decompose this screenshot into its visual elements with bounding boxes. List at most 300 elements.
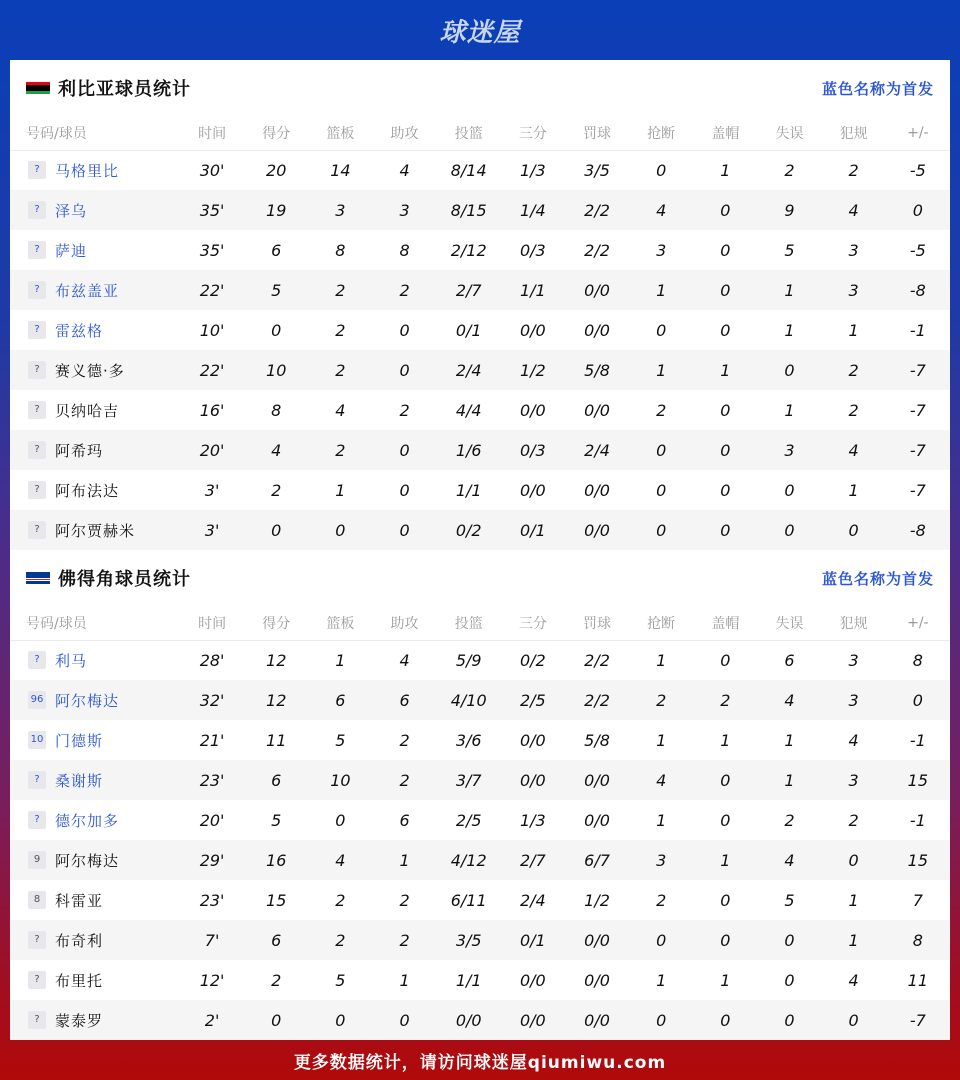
stat-stl: 0 — [656, 480, 667, 500]
column-header: 得分 — [244, 116, 308, 150]
stat-ast: 2 — [399, 890, 410, 910]
stat-min: 28' — [199, 650, 225, 670]
stat-ast: 2 — [399, 400, 410, 420]
stat-stl: 1 — [656, 970, 667, 990]
stat-blk: 0 — [720, 400, 731, 420]
stat-ft: 2/2 — [584, 650, 610, 670]
column-header: +/- — [886, 116, 950, 150]
jersey-number-icon: ? — [28, 441, 46, 459]
stat-pts: 19 — [244, 190, 308, 230]
stat-min: 32' — [180, 680, 244, 720]
column-header: 盖帽 — [693, 116, 757, 150]
stat-stl: 0 — [629, 1000, 693, 1040]
stat-fg: 5/9 — [455, 650, 482, 670]
table-row[interactable] — [10, 430, 950, 470]
stat-min: 7' — [180, 920, 244, 960]
stat-reb: 8 — [335, 240, 346, 260]
player-cell[interactable] — [10, 230, 180, 270]
stat-min: 23' — [180, 760, 244, 800]
player-name[interactable]: 泽乌 — [55, 201, 88, 220]
stat-fg: 2/4 — [437, 350, 501, 390]
table-row[interactable] — [10, 720, 950, 760]
stat-tp: 1/3 — [519, 160, 546, 180]
player-cell[interactable] — [10, 310, 180, 350]
stat-blk: 1 — [693, 350, 757, 390]
stat-ast: 0 — [372, 510, 436, 550]
stat-reb: 2 — [335, 320, 346, 340]
player-cell[interactable] — [10, 430, 180, 470]
stat-tov: 3 — [757, 430, 821, 470]
stat-pm: -1 — [909, 810, 926, 830]
stat-tov: 4 — [757, 840, 821, 880]
stat-ft: 0/0 — [565, 270, 629, 310]
stat-tov: 0 — [784, 480, 795, 500]
stat-tp: 0/0 — [519, 400, 546, 420]
stat-pf: 2 — [848, 160, 859, 180]
player-cell[interactable] — [10, 350, 180, 390]
stat-pm: 0 — [886, 190, 950, 230]
stat-reb: 5 — [335, 730, 346, 750]
table-row[interactable] — [10, 270, 950, 310]
stat-pf: 1 — [848, 890, 859, 910]
section-header — [10, 60, 950, 116]
stat-tov: 0 — [784, 970, 795, 990]
player-name[interactable]: 阿尔梅达 — [55, 851, 120, 870]
table-row[interactable] — [10, 800, 950, 840]
stat-fg: 0/1 — [455, 320, 482, 340]
column-header: 罚球 — [565, 606, 629, 640]
player-name[interactable]: 布奇利 — [55, 931, 104, 950]
stat-fg: 3/7 — [437, 760, 501, 800]
player-name[interactable]: 布里托 — [55, 971, 104, 990]
stat-ast: 3 — [372, 190, 436, 230]
stat-tp: 2/5 — [501, 680, 565, 720]
jersey-number-icon: 10 — [28, 731, 46, 749]
table-row[interactable] — [10, 920, 950, 960]
player-cell[interactable] — [10, 960, 180, 1000]
stat-pts: 11 — [266, 730, 287, 750]
player-cell[interactable] — [10, 760, 180, 800]
stat-tov: 0 — [757, 920, 821, 960]
table-row[interactable] — [10, 510, 950, 550]
player-name[interactable]: 阿希玛 — [55, 441, 104, 460]
column-header: 失误 — [757, 116, 821, 150]
stat-blk: 0 — [720, 890, 731, 910]
footer-banner[interactable] — [0, 1040, 960, 1080]
stat-min: 30' — [199, 160, 225, 180]
column-header: 失误 — [757, 606, 821, 640]
stat-fg: 2/5 — [455, 810, 482, 830]
player-name[interactable]: 贝纳哈吉 — [55, 401, 120, 420]
stat-pts: 0 — [271, 320, 282, 340]
stat-pts: 6 — [244, 920, 308, 960]
stat-min: 12' — [199, 970, 225, 990]
stat-tp: 0/0 — [501, 760, 565, 800]
stat-ft: 0/0 — [584, 320, 610, 340]
stat-stl: 3 — [656, 240, 667, 260]
stat-ast: 0 — [399, 480, 410, 500]
stat-stl: 0 — [629, 920, 693, 960]
stat-min: 10' — [199, 320, 225, 340]
stat-tp: 0/3 — [519, 240, 546, 260]
stat-tp: 0/0 — [519, 970, 546, 990]
stat-blk: 0 — [720, 480, 731, 500]
column-header: 时间 — [180, 606, 244, 640]
stat-reb: 0 — [335, 810, 346, 830]
player-name[interactable]: 阿尔梅达 — [55, 691, 120, 710]
stat-pm: -5 — [909, 160, 926, 180]
stat-ft: 5/8 — [565, 350, 629, 390]
stat-fg: 2/7 — [437, 270, 501, 310]
column-header: 篮板 — [308, 606, 372, 640]
stat-ft: 2/4 — [565, 430, 629, 470]
stat-pm: -7 — [886, 430, 950, 470]
stat-pm: -7 — [909, 480, 926, 500]
stat-pf: 1 — [848, 480, 859, 500]
table-row[interactable] — [10, 310, 950, 350]
stat-reb: 3 — [308, 190, 372, 230]
table-row[interactable] — [10, 960, 950, 1000]
jersey-number-icon: ? — [28, 481, 46, 499]
stat-blk: 0 — [693, 760, 757, 800]
player-name[interactable]: 科雷亚 — [55, 891, 104, 910]
stat-min: 20' — [199, 810, 225, 830]
table-row[interactable] — [10, 350, 950, 390]
table-row[interactable] — [10, 680, 950, 720]
stat-pf: 0 — [822, 1000, 886, 1040]
table-row[interactable] — [10, 640, 950, 680]
table-row[interactable] — [10, 150, 950, 190]
player-cell[interactable] — [10, 470, 180, 510]
stat-pm: -8 — [886, 510, 950, 550]
stat-pts: 4 — [244, 430, 308, 470]
player-cell[interactable] — [10, 510, 180, 550]
stat-ft: 2/2 — [565, 190, 629, 230]
table-row[interactable] — [10, 190, 950, 230]
stat-pts: 15 — [266, 890, 287, 910]
player-cell[interactable] — [10, 390, 180, 430]
stat-tov: 0 — [757, 350, 821, 390]
player-name[interactable]: 马格里比 — [55, 161, 120, 180]
player-name[interactable]: 萨迪 — [55, 241, 88, 260]
player-name[interactable]: 桑谢斯 — [55, 771, 104, 790]
stat-tov: 1 — [784, 320, 795, 340]
player-cell[interactable] — [10, 1000, 180, 1040]
jersey-number-icon: ? — [28, 201, 46, 219]
player-name[interactable]: 阿尔贾赫米 — [55, 521, 136, 540]
stat-pts: 2 — [271, 480, 282, 500]
stat-blk: 1 — [693, 840, 757, 880]
stat-tp: 0/0 — [519, 320, 546, 340]
stat-fg: 8/15 — [437, 190, 501, 230]
player-cell[interactable] — [10, 920, 180, 960]
footer-text: 更多数据统计，请访问球迷屋qiumiwu.com — [293, 1052, 667, 1073]
stat-pts: 10 — [244, 350, 308, 390]
stat-ast: 2 — [399, 730, 410, 750]
stat-stl: 3 — [629, 840, 693, 880]
jersey-number-icon: 9 — [28, 851, 46, 869]
stat-tov: 4 — [757, 680, 821, 720]
stat-stl: 1 — [629, 350, 693, 390]
player-cell[interactable] — [10, 150, 180, 190]
stat-min: 21' — [199, 730, 225, 750]
stat-stl: 2 — [629, 680, 693, 720]
column-header: 时间 — [180, 116, 244, 150]
column-header: 三分 — [501, 606, 565, 640]
stat-fg: 4/10 — [437, 680, 501, 720]
stat-reb: 6 — [308, 680, 372, 720]
column-header: 投篮 — [437, 116, 501, 150]
player-cell[interactable] — [10, 270, 180, 310]
libya-stats-card — [10, 60, 950, 550]
section-title: 利比亚球员统计 — [58, 79, 191, 100]
player-cell[interactable] — [10, 680, 180, 720]
stat-pts: 16 — [244, 840, 308, 880]
stat-pts: 5 — [244, 270, 308, 310]
stat-pf: 1 — [822, 920, 886, 960]
table-row[interactable] — [10, 1000, 950, 1040]
stat-ft: 3/5 — [584, 160, 610, 180]
stat-tp: 0/0 — [519, 480, 546, 500]
jersey-number-icon: ? — [28, 401, 46, 419]
stat-fg: 4/4 — [455, 400, 482, 420]
player-name[interactable]: 雷兹格 — [55, 321, 104, 340]
stat-blk: 0 — [693, 920, 757, 960]
stat-reb: 2 — [308, 350, 372, 390]
player-cell[interactable] — [10, 720, 180, 760]
stat-tov: 1 — [757, 270, 821, 310]
table-header-row — [10, 116, 950, 150]
player-cell[interactable] — [10, 800, 180, 840]
stat-blk: 0 — [693, 1000, 757, 1040]
stat-ft: 0/0 — [565, 1000, 629, 1040]
stat-ft: 6/7 — [565, 840, 629, 880]
stat-blk: 0 — [720, 810, 731, 830]
table-row[interactable] — [10, 760, 950, 800]
stat-tp: 1/4 — [501, 190, 565, 230]
stat-reb: 0 — [308, 1000, 372, 1040]
stat-reb: 2 — [335, 890, 346, 910]
stat-pf: 0 — [822, 840, 886, 880]
column-header: 三分 — [501, 116, 565, 150]
stat-fg: 0/2 — [437, 510, 501, 550]
stat-tp: 1/2 — [501, 350, 565, 390]
stat-pf: 2 — [848, 810, 859, 830]
stat-stl: 4 — [629, 760, 693, 800]
table-row[interactable] — [10, 840, 950, 880]
stat-pm: -8 — [886, 270, 950, 310]
table-body — [10, 150, 950, 550]
stat-ast: 8 — [399, 240, 410, 260]
stat-tov: 0 — [757, 510, 821, 550]
jersey-number-icon: ? — [28, 771, 46, 789]
stats-table — [10, 116, 950, 550]
table-row[interactable] — [10, 880, 950, 920]
stat-reb: 5 — [335, 970, 346, 990]
stats-table — [10, 606, 950, 1040]
stat-pts: 6 — [244, 760, 308, 800]
stat-blk: 1 — [720, 970, 731, 990]
stat-ast: 1 — [372, 840, 436, 880]
stat-tp: 2/4 — [519, 890, 546, 910]
stat-ast: 4 — [399, 160, 410, 180]
stat-fg: 0/0 — [437, 1000, 501, 1040]
stat-stl: 1 — [656, 730, 667, 750]
column-header: 犯规 — [822, 606, 886, 640]
stat-tp: 0/3 — [501, 430, 565, 470]
stat-reb: 4 — [308, 840, 372, 880]
jersey-number-icon: ? — [28, 281, 46, 299]
jersey-number-icon: ? — [28, 161, 46, 179]
stat-ast: 6 — [399, 810, 410, 830]
column-header: 犯规 — [822, 116, 886, 150]
stat-reb: 1 — [335, 480, 346, 500]
stat-min: 29' — [180, 840, 244, 880]
jersey-number-icon: ? — [28, 811, 46, 829]
table-header-row — [10, 606, 950, 640]
stat-tov: 2 — [784, 160, 795, 180]
libya-flag-icon — [26, 82, 50, 94]
stat-min: 3' — [180, 510, 244, 550]
column-header: 号码/球员 — [10, 116, 180, 150]
column-header: 得分 — [244, 606, 308, 640]
player-cell[interactable] — [10, 880, 180, 920]
table-row[interactable] — [10, 230, 950, 270]
player-cell[interactable] — [10, 190, 180, 230]
stat-pf: 3 — [848, 650, 859, 670]
stat-tov: 2 — [784, 810, 795, 830]
jersey-number-icon: ? — [28, 651, 46, 669]
stat-fg: 3/5 — [437, 920, 501, 960]
stat-stl: 1 — [656, 810, 667, 830]
jersey-number-icon: ? — [28, 931, 46, 949]
stat-pf: 4 — [848, 970, 859, 990]
stat-blk: 2 — [693, 680, 757, 720]
stat-pf: 3 — [822, 270, 886, 310]
stat-ft: 0/0 — [584, 970, 610, 990]
stat-blk: 0 — [720, 320, 731, 340]
cape-verde-stats-card — [10, 550, 950, 1040]
stat-tp: 0/1 — [501, 920, 565, 960]
starter-legend: 蓝色名称为首发 — [821, 79, 934, 98]
stat-tov: 1 — [757, 760, 821, 800]
stat-pm: -1 — [909, 730, 926, 750]
stat-min: 35' — [199, 240, 225, 260]
stat-tov: 0 — [757, 1000, 821, 1040]
stat-ft: 2/2 — [584, 240, 610, 260]
section-header — [10, 550, 950, 606]
stat-pf: 0 — [822, 510, 886, 550]
table-body — [10, 640, 950, 1040]
jersey-number-icon: ? — [28, 521, 46, 539]
column-header: +/- — [886, 606, 950, 640]
stat-pm: 8 — [886, 920, 950, 960]
stat-fg: 6/11 — [450, 890, 487, 910]
stat-pf: 4 — [822, 190, 886, 230]
stat-pf: 4 — [822, 430, 886, 470]
jersey-number-icon: 8 — [28, 891, 46, 909]
stat-blk: 1 — [720, 160, 731, 180]
stat-ast: 2 — [372, 270, 436, 310]
stat-ast: 1 — [399, 970, 410, 990]
player-name[interactable]: 布兹盖亚 — [55, 281, 120, 300]
player-name[interactable]: 阿布法达 — [55, 481, 120, 500]
stat-blk: 0 — [720, 650, 731, 670]
stat-pf: 3 — [822, 760, 886, 800]
stat-ft: 0/0 — [565, 510, 629, 550]
stat-ast: 0 — [372, 430, 436, 470]
stat-blk: 0 — [693, 510, 757, 550]
stat-blk: 0 — [693, 430, 757, 470]
stat-min: 22' — [180, 270, 244, 310]
stat-ast: 2 — [372, 760, 436, 800]
stat-ast: 0 — [372, 350, 436, 390]
stat-ft: 0/0 — [565, 920, 629, 960]
stat-reb: 2 — [308, 430, 372, 470]
column-header: 助攻 — [372, 116, 436, 150]
stat-pm: 8 — [912, 650, 923, 670]
stat-pm: 7 — [912, 890, 923, 910]
stat-pts: 6 — [271, 240, 282, 260]
jersey-number-icon: ? — [28, 361, 46, 379]
starter-legend: 蓝色名称为首发 — [821, 569, 934, 588]
player-cell[interactable] — [10, 640, 180, 680]
stat-pm: 15 — [886, 760, 950, 800]
stat-reb: 2 — [308, 270, 372, 310]
player-name[interactable]: 利马 — [55, 651, 88, 670]
stat-stl: 0 — [629, 510, 693, 550]
stat-reb: 14 — [330, 160, 351, 180]
stat-fg: 8/14 — [450, 160, 487, 180]
player-name[interactable]: 赛义德·多 — [55, 361, 125, 380]
player-name[interactable]: 德尔加多 — [55, 811, 120, 830]
player-name[interactable]: 门德斯 — [55, 731, 104, 750]
cape-verde-flag-icon — [26, 572, 50, 584]
column-header: 罚球 — [565, 116, 629, 150]
stat-reb: 4 — [335, 400, 346, 420]
stat-ft: 0/0 — [584, 400, 610, 420]
column-header: 篮板 — [308, 116, 372, 150]
table-row[interactable] — [10, 390, 950, 430]
stat-pf: 2 — [848, 400, 859, 420]
column-header: 盖帽 — [693, 606, 757, 640]
stat-ft: 1/2 — [584, 890, 610, 910]
stat-pm: -7 — [909, 400, 926, 420]
stat-tov: 5 — [784, 890, 795, 910]
table-row[interactable] — [10, 470, 950, 510]
column-header: 抢断 — [629, 116, 693, 150]
stat-pm: 11 — [907, 970, 929, 990]
stat-min: 23' — [199, 890, 225, 910]
stat-reb: 2 — [308, 920, 372, 960]
stat-pf: 4 — [848, 730, 859, 750]
stat-pf: 1 — [848, 320, 859, 340]
stat-ft: 0/0 — [584, 480, 610, 500]
stat-ast: 0 — [399, 320, 410, 340]
qiumiwu-logo[interactable] — [439, 12, 520, 49]
jersey-number-icon: ? — [28, 241, 46, 259]
player-name[interactable]: 蒙泰罗 — [55, 1011, 104, 1030]
player-cell[interactable] — [10, 840, 180, 880]
section-title: 佛得角球员统计 — [58, 569, 191, 590]
stat-pts: 12 — [244, 680, 308, 720]
stat-tp: 0/2 — [519, 650, 546, 670]
jersey-number-icon: ? — [28, 971, 46, 989]
stat-pm: 15 — [886, 840, 950, 880]
stat-tp: 0/0 — [501, 1000, 565, 1040]
stat-stl: 2 — [656, 890, 667, 910]
stat-ast: 6 — [372, 680, 436, 720]
